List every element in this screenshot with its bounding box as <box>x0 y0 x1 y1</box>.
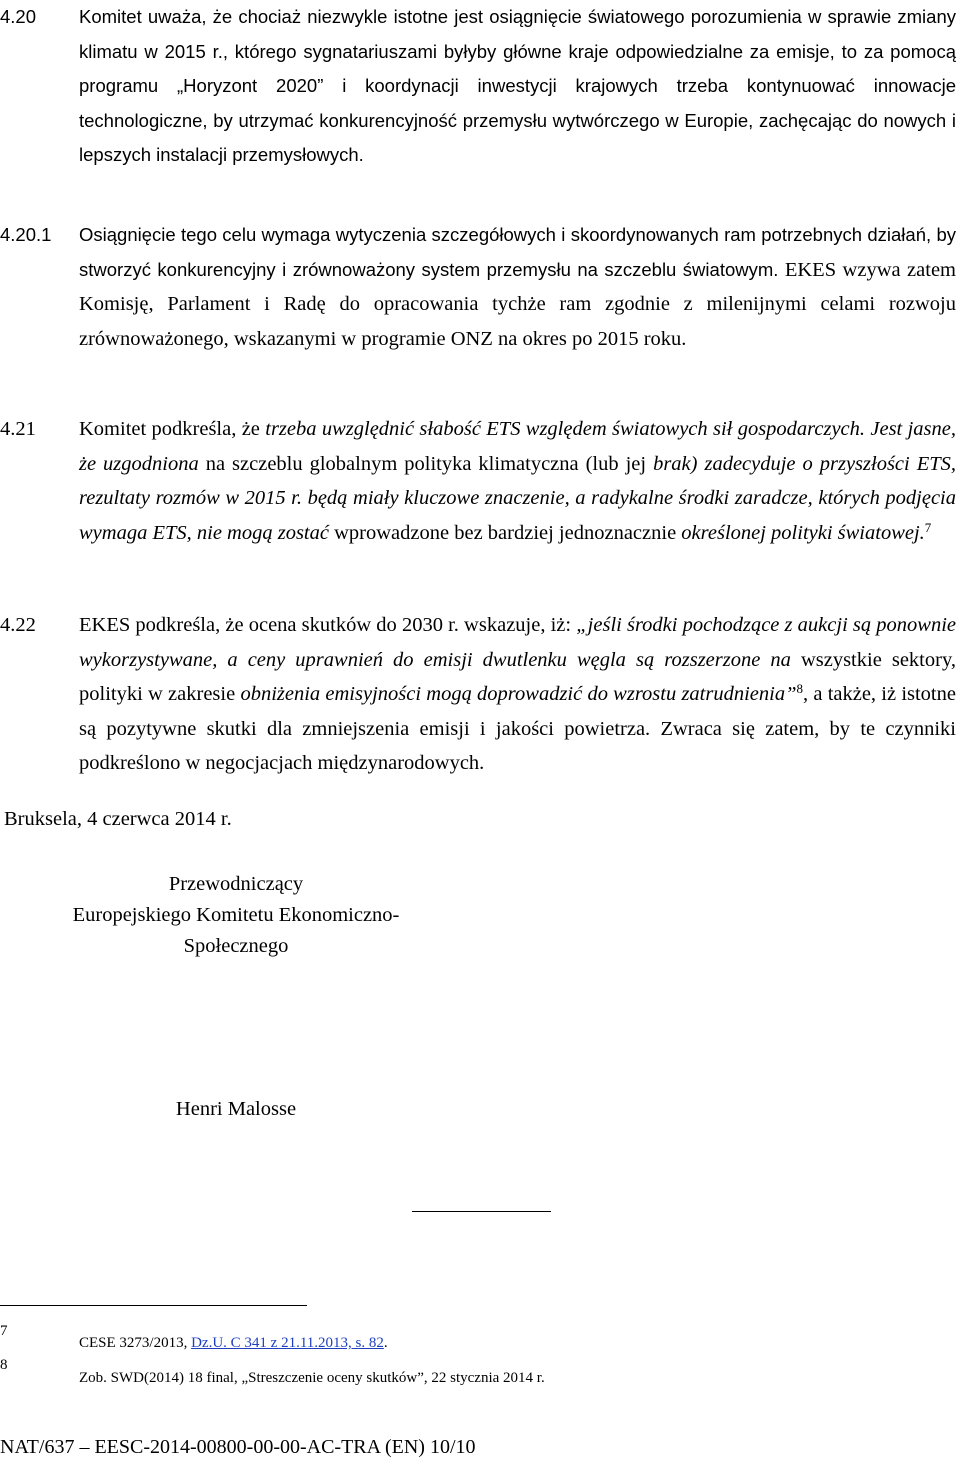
paragraph-number: 4.22 <box>0 614 36 636</box>
signatory-title-line: Europejskiego Komitetu Ekonomiczno- <box>72 904 400 926</box>
text-run: , a także, iż istotne są pozytywne skutki dla zmniejszenia emisji i jakości powietrza. Zwraca się zatem, by te czynniki podkreślono w negocjacjach międzynarodowych. <box>79 683 956 775</box>
signatory-title-line: Przewodniczący <box>168 873 304 895</box>
footnote-text: CESE 3273/2013, <box>79 1335 188 1351</box>
paragraph-4-20-1 <box>0 218 960 356</box>
footnote-ref[interactable]: 7 <box>924 519 932 535</box>
paragraph-number: 4.20 <box>0 6 37 27</box>
paragraph-text <box>79 412 956 550</box>
footnote-link[interactable]: Dz.U. C 341 z 21.11.2013, s. 82 <box>191 1335 384 1351</box>
footnote-separator <box>0 1305 307 1306</box>
paragraph-text: Komitet uważa, że chociaż niezwykle istotne jest osiągnięcie światowego porozumienia w sprawie zmiany klimatu w 2015 r., którego sygnatariuszami byłyby główne kraje odpowiedzialne za emisje, to za pomocą programu „Horyzont 2020” i koordynacji inwestycji krajowych trzeba kontynuować innowacje technologiczne, by utrzymać konkurencyjność przemysłu wytwórczego w Europie, zachęcając do nowych i lepszych instalacji przemysłowych. <box>79 6 956 166</box>
footnote-text: . <box>383 1335 388 1351</box>
signatory-title <box>40 869 432 962</box>
footnote-number: 7 <box>0 1323 8 1339</box>
footnote-ref[interactable]: 8 <box>796 681 803 697</box>
text-run: wprowadzone bez bardziej jednoznacznie <box>334 521 677 544</box>
text-run: na szczeblu globalnym polityka klimatyczna (lub jej <box>205 452 647 475</box>
text-run-italic: obniżenia emisyjności mogą doprowadzić do wzrostu zatrudnienia” <box>240 683 797 706</box>
text-run-italic: określonej polityki światowej. <box>681 521 925 544</box>
text-run: wszystkie sektory, polityki w zakresie <box>79 648 957 706</box>
signatory-title-line: Społecznego <box>183 935 289 957</box>
paragraph-4-20 <box>0 0 960 173</box>
text-run-italic: „jeśli środki pochodzące z aukcji są ponownie wykorzystywane, a ceny uprawnień do emisji dwutlenku węgla są rozszerzone na <box>79 614 957 671</box>
footnote-8: Zob. SWD(2014) 18 final, „Streszczenie oceny skutków”, 22 stycznia 2014 r. <box>79 1370 545 1386</box>
text-run-italic: trzeba uwzględnić słabość ETS względem światowych sił gospodarczych. Jest jasne, że uzgodniona <box>79 418 956 475</box>
footnote-7 <box>79 1334 388 1352</box>
paragraph-text <box>79 608 956 781</box>
paragraph-4-21 <box>0 412 960 550</box>
paragraph-number: 4.20.1 <box>0 224 52 245</box>
end-separator <box>412 1211 551 1212</box>
signatory-name: Henri Malosse <box>175 1098 297 1120</box>
paragraph-text-part: Osiągnięcie tego celu wymaga wytyczenia szczegółowych i skoordynowanych ram potrzebnych działań, by stworzyć konkurencyjny i zrównoważony system przemysłu na szczeblu światowym. <box>79 224 956 280</box>
document-footer: NAT/637 – EESC-2014-00800-00-00-AC-TRA (EN) 10/10 <box>0 1436 476 1458</box>
text-run: EKES podkreśla, że ocena skutków do 2030 r. wskazuje, iż: <box>79 614 572 636</box>
paragraph-text-part: EKES wzywa zatem Komisję, Parlament i Radę do opracowania tychże ram zgodnie z milenijnymi celami rozwoju zrównoważonego, wskazanymi w programie ONZ na okres po 2015 roku. <box>79 258 956 350</box>
paragraph-text <box>79 218 956 356</box>
text-run: Komitet podkreśla, że <box>79 418 260 440</box>
paragraph-number: 4.21 <box>0 418 36 440</box>
footnote-number: 8 <box>0 1357 8 1373</box>
place-date: Bruksela, 4 czerwca 2014 r. <box>4 808 232 830</box>
text-run-italic: brak) zadecyduje o przyszłości ETS, rezultaty rozmów w 2015 r. będą miały kluczowe znaczenie, a radykalne środki zaradcze, których podjęcia wymaga ETS, nie mogą zostać <box>79 452 957 544</box>
paragraph-4-22 <box>0 608 960 781</box>
